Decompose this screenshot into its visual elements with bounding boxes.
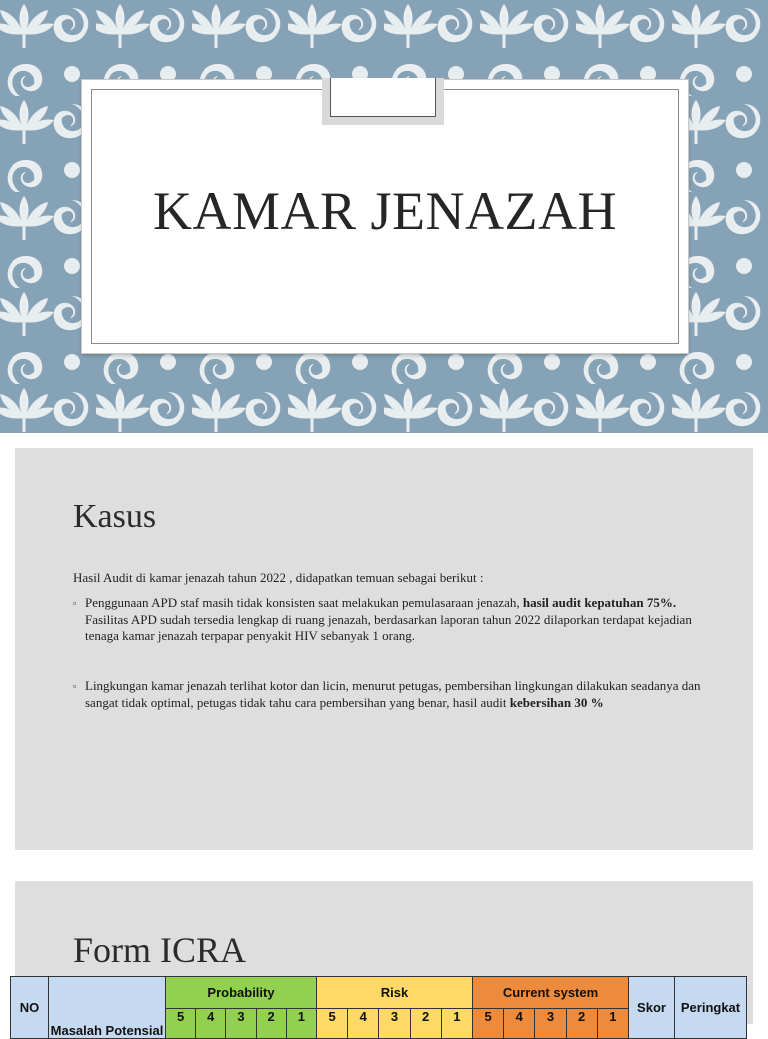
current-system-scale-cell: 4 (504, 1009, 535, 1039)
case-intro: Hasil Audit di kamar jenazah tahun 2022 , didapatkan temuan sebagai berikut : (73, 570, 484, 585)
title-card-tab-inner (330, 78, 436, 117)
title-card (82, 80, 688, 353)
col-no-header: NO (11, 977, 49, 1039)
case-slide (15, 448, 753, 850)
slide-title: KAMAR JENAZAH (153, 181, 617, 241)
title-slide (0, 0, 768, 433)
col-masalah-header: Masalah Potensial (49, 977, 166, 1039)
bullet-text-normal: Penggunaan APD staf masih tidak konsisten saat melakukan pemulasaraan jenazah, (85, 595, 523, 610)
bullet-text-bold: hasil audit kepatuhan 75%. (522, 595, 677, 610)
title-card-tab (322, 78, 444, 125)
bullet-text (85, 678, 705, 711)
risk-scale-cell: 1 (441, 1009, 472, 1039)
probability-scale-cell: 1 (286, 1009, 316, 1039)
probability-scale-cell: 3 (226, 1009, 256, 1039)
icra-table (10, 976, 747, 1039)
risk-scale-cell: 2 (410, 1009, 441, 1039)
current-system-scale-cell: 5 (473, 1009, 504, 1039)
icra-heading: Form ICRA (73, 930, 247, 970)
probability-scale-cell: 4 (196, 1009, 226, 1039)
probability-scale-cell: 2 (256, 1009, 286, 1039)
current-system-scale-cell: 3 (535, 1009, 566, 1039)
risk-scale-cell: 4 (348, 1009, 379, 1039)
col-skor-header: Skor (629, 977, 675, 1039)
case-heading: Kasus (73, 498, 157, 535)
bullet-marker: ▫ (73, 598, 77, 608)
risk-scale-cell: 5 (317, 1009, 348, 1039)
probability-scale-cell: 5 (166, 1009, 196, 1039)
case-bullet-2 (73, 678, 713, 730)
current-system-scale-cell: 2 (566, 1009, 597, 1039)
current-system-scale-cell: 1 (597, 1009, 628, 1039)
bullet-text (85, 595, 705, 645)
col-current-system-header: Current system (473, 977, 629, 1009)
col-probability-header: Probability (166, 977, 317, 1009)
bullet-text-normal: Fasilitas APD sudah tersedia lengkap di ruang jenazah, berdasarkan laporan tahun 2022 dilaporkan terdapat kejadian tenaga kamar jenazah terpapar penyakit HIV sebanyak 1 orang. (85, 611, 692, 643)
bullet-marker: ▫ (73, 681, 77, 691)
col-peringkat-header: Peringkat (675, 977, 747, 1039)
bullet-text-normal: Lingkungan kamar jenazah terlihat kotor dan licin, menurut petugas, pembersihan lingkungan dilakukan seadanya dan sangat tidak optimal, petugas tidak tahu cara pembersihan yang benar, hasil audit (85, 678, 701, 710)
case-bullet-1 (73, 595, 713, 647)
risk-scale-cell: 3 (379, 1009, 410, 1039)
bullet-text-bold: kebersihan 30 % (509, 694, 604, 710)
col-risk-header: Risk (317, 977, 473, 1009)
